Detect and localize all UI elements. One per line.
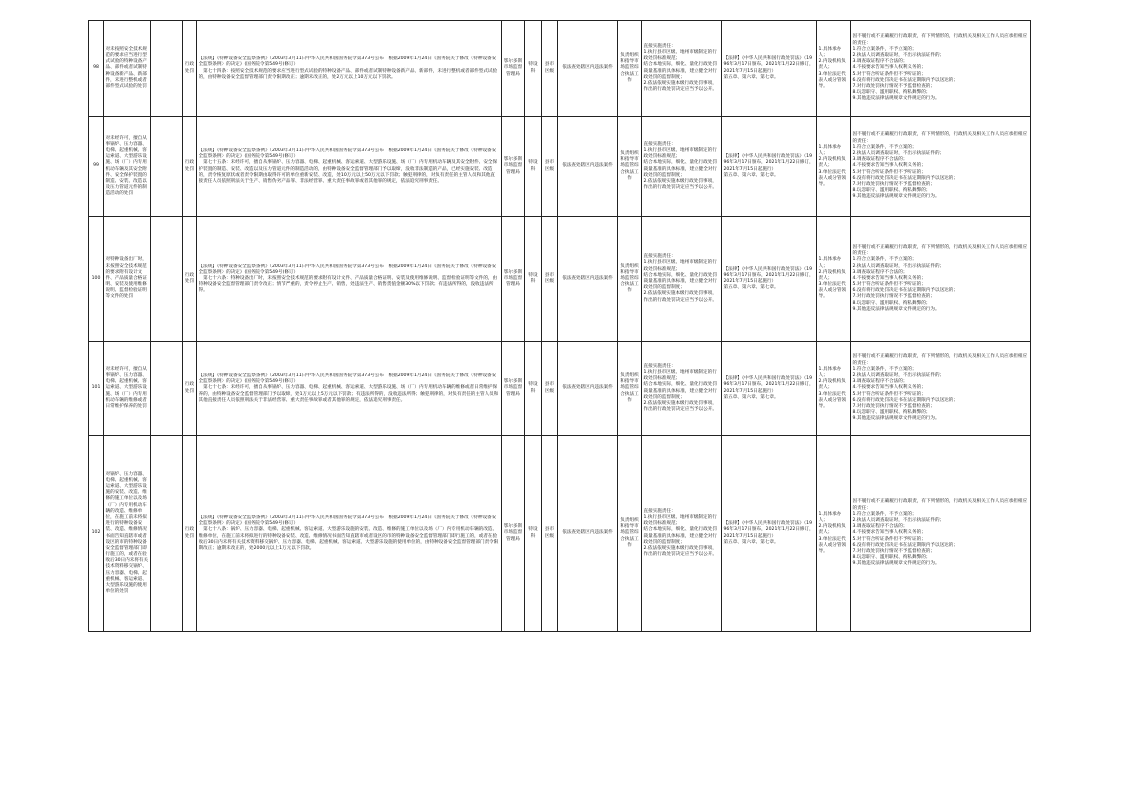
law-reference: 【法律】《中华人民共和国行政处罚法》（1996年3月17日颁布，2021年1月22日修订，2021年7月15日起施行） 第五章、第六章、第七章。	[722, 342, 817, 436]
responsibility: 直接实施责任： 1.执行县市区级、地州市级制定的行政处罚标准规范； 结合本地实际，细化、量化行政处罚裁量基准的具体标准，建立健全对行政处罚的监督制度； 2.依法依规实施本级行政处罚事项，作出的行政处罚决定应当予以公开。	[642, 436, 722, 632]
table-row	[89, 342, 1031, 436]
empty-cell	[151, 436, 183, 632]
accountability: 因不履行或不正确履行行政职责，有下列情形的，行政机关及相关工作人员应承担相应的责任： 1.符合立案条件，不予立案的； 2.执法人员调查取证时，不出示执法证件的； 3.调查取证程序不合法的； 4.不按要求告知当事人权利义务的； 5.对于符合听证条件但不予听证的； 6.没有将行政处罚决定书在法定期限内予以送达的； 7.对行政处罚执行情况不予监督检查的； 8.玩忽职守、滥用职权、徇私舞弊的； 9.其他违反法律法规规章文件规定的行为。	[851, 217, 1031, 342]
item-type: 行政处罚	[183, 217, 197, 342]
row-number: 101	[89, 342, 104, 436]
organizer: 负责组织和指导市场监管综合执法工作	[618, 342, 642, 436]
document-page	[88, 20, 1030, 632]
responsibility: 直接实施责任： 1.执行县市区级、地州市级制定的行政处罚标准规范； 结合本地实际，细化、量化行政处罚裁量基准的具体标准，建立健全对行政处罚的监督制度； 2.依法依规实施本级行政处罚事项，作出的行政处罚决定应当予以公开。	[642, 217, 722, 342]
item-type: 行政处罚	[183, 117, 197, 217]
department: 特设科	[525, 342, 542, 436]
duty-persons: 1.具体承办人； 2.内设机构负责人； 3.单位法定代表人或分管领导。	[817, 436, 851, 632]
accountability: 因不履行或不正确履行行政职责，有下列情形的，行政机关及相关工作人员应承担相应的责任： 1.符合立案条件，不予立案的； 2.执法人员调查取证时，不出示执法证件的； 3.调查取证程序不合法的； 4.不按要求告知当事人权利义务的； 5.对于符合听证条件但不予听证的； 6.没有将行政处罚决定书在法定期限内予以送达的； 7.对行政处罚执行情况不予监督检查的； 8.玩忽职守、滥用职权、徇私舞弊的； 9.其他违反法律法规规章文件规定的行为。	[851, 21, 1031, 117]
legal-basis	[197, 117, 502, 217]
accountability: 因不履行或不正确履行行政职责，有下列情形的，行政机关及相关工作人员应承担相应的责任： 1.符合立案条件，不予立案的； 2.执法人员调查取证时，不出示执法证件的； 3.调查取证程序不合法的； 4.不按要求告知当事人权利义务的； 5.对于符合听证条件但不予听证的； 6.没有将行政处罚决定书在法定期限内予以送达的； 7.对行政处罚执行情况不予监督检查的； 8.玩忽职守、滥用职权、徇私舞弊的； 9.其他违反法律法规规章文件规定的行为。	[851, 436, 1031, 632]
duty-scope: 依法查处辖区内违法案件	[558, 436, 618, 632]
implementing-subject: 鄂尔多斯市场监督管理局	[502, 117, 525, 217]
duty-persons: 1.具体承办人； 2.内设机构负责人； 3.单位法定代表人或分管领导。	[817, 21, 851, 117]
department: 特设科	[525, 117, 542, 217]
item-type: 行政处罚	[183, 342, 197, 436]
organizer: 负责组织和指导市场监管综合执法工作	[618, 117, 642, 217]
row-number: 98	[89, 21, 104, 117]
duty-scope: 依法查处辖区内违法案件	[558, 117, 618, 217]
item-name: 对特种设备出厂时，未按照安全技术规范的要求附有设计文件、产品质量合格证明、安装及使用维修说明、监督检验证明等文件的处罚	[104, 217, 151, 342]
legal-basis	[197, 342, 502, 436]
legal-basis-text: 【法规】《特种设备安全监察条例》（2003年3月11日中华人民共和国国务院令第373号公布 根据2009年1月24日《国务院关于修改〈特种设备安全监察条例〉的决定》(国务院令第549号)修订） 第七十八条：锅炉、压力容器、电梯、起重机械、客运索道、大型游乐设施的安装、改造、维修的施工单位以及场（厂）内专用机动车辆的改造、维修单位，在施工前未将拟进行的特种设备安装、改造、维修情况书面告知直辖市或者设区的市的特种设备安全监督管理部门即行施工的，或者在验收后30日内未将有关技术资料移交锅炉、压力容器、电梯、起重机械、客运索道、大型游乐设施的使用单位的，由特种设备安全监督管理部门责令限期改正；逾期未改正的，处2000元以上1万元以下罚款。	[198, 514, 499, 551]
empty-cell	[151, 342, 183, 436]
level: 县市区级	[542, 217, 558, 342]
row-number: 99	[89, 117, 104, 217]
responsibility: 直接实施责任： 1.执行县市区级、地州市级制定的行政处罚标准规范； 结合本地实际，细化、量化行政处罚裁量基准的具体标准，建立健全对行政处罚的监督制度； 2.依法依规实施本级行政处罚事项，作出的行政处罚决定应当予以公开。	[642, 117, 722, 217]
duty-persons: 1.具体承办人； 2.内设机构负责人； 3.单位法定代表人或分管领导。	[817, 342, 851, 436]
item-name: 对未按照安全技术规范的要求应当进行型式试验的特种设备产品、部件或者试制特种设备新产品、新部件，未进行整机或者部件型式试验的处罚	[104, 21, 151, 117]
department: 特设科	[525, 21, 542, 117]
law-reference: 【法律】《中华人民共和国行政处罚法》（1996年3月17日颁布，2021年1月22日修订，2021年7月15日起施行） 第五章、第六章、第七章。	[722, 21, 817, 117]
item-name: 对锅炉、压力容器、电梯、起重机械、客运索道、大型游乐设施的安装、改造、维修的施工单位以及场（厂）内专用机动车辆的改造、维修单位，在施工前未将拟进行的特种设备安装、改造、维修情况书面告知直辖市或者设区的市的特种设备安全监督管理部门即行施工的，或者在验收后30日内未将有关技术资料移交锅炉、压力容器、电梯、起重机械、客运索道、大型游乐设施的使用单位的处罚	[104, 436, 151, 632]
duty-persons: 1.具体承办人； 2.内设机构负责人； 3.单位法定代表人或分管领导。	[817, 217, 851, 342]
organizer: 负责组织和指导市场监管综合执法工作	[618, 436, 642, 632]
law-reference: 【法律】《中华人民共和国行政处罚法》（1996年3月17日颁布，2021年1月22日修订，2021年7月15日起施行） 第五章、第六章、第七章。	[722, 217, 817, 342]
level: 县市区级	[542, 117, 558, 217]
responsibility: 直接实施责任： 1.执行县市区级、地州市级制定的行政处罚标准规范； 结合本地实际，细化、量化行政处罚裁量基准的具体标准，建立健全对行政处罚的监督制度； 2.依法依规实施本级行政处罚事项，作出的行政处罚决定应当予以公开。	[642, 342, 722, 436]
legal-basis	[197, 217, 502, 342]
responsibility-table	[88, 20, 1031, 632]
row-number: 100	[89, 217, 104, 342]
empty-cell	[151, 117, 183, 217]
level: 县市区级	[542, 342, 558, 436]
level: 县市区级	[542, 436, 558, 632]
legal-basis-text: 【法规】《特种设备安全监察条例》（2003年3月11日中华人民共和国国务院令第373号公布 根据2009年1月24日《国务院关于修改〈特种设备安全监察条例〉的决定》(国务院令第549号)修订） 第七十四条：按照安全技术规范的要求应当进行型式试验的特种设备产品、部件或者试制特种设备新产品、新部件，未进行整机或者部件型式试验的，由特种设备安全监督管理部门责令限期改正；逾期未改正的，处2万元以上10万元以下罚款。	[198, 56, 498, 80]
responsibility: 直接实施责任： 1.执行县市区级、地州市级制定的行政处罚标准规范； 结合本地实际，细化、量化行政处罚裁量基准的具体标准，建立健全对行政处罚的监督制度； 2.依法依规实施本级行政处罚事项，作出的行政处罚决定应当予以公开。	[642, 21, 722, 117]
item-type: 行政处罚	[183, 21, 197, 117]
legal-basis	[197, 21, 502, 117]
table-row	[89, 436, 1031, 632]
law-reference: 【法律】《中华人民共和国行政处罚法》（1996年3月17日颁布，2021年1月22日修订，2021年7月15日起施行） 第五章、第六章、第七章。	[722, 436, 817, 632]
accountability: 因不履行或不正确履行行政职责，有下列情形的，行政机关及相关工作人员应承担相应的责任： 1.符合立案条件，不予立案的； 2.执法人员调查取证时，不出示执法证件的； 3.调查取证程序不合法的； 4.不按要求告知当事人权利义务的； 5.对于符合听证条件但不予听证的； 6.没有将行政处罚决定书在法定期限内予以送达的； 7.对行政处罚执行情况不予监督检查的； 8.玩忽职守、滥用职权、徇私舞弊的； 9.其他违反法律法规规章文件规定的行为。	[851, 342, 1031, 436]
duty-scope: 依法查处辖区内违法案件	[558, 217, 618, 342]
legal-basis-text: 【法规】《特种设备安全监察条例》（2003年3月11日中华人民共和国国务院令第373号公布 根据2009年1月24日《国务院关于修改〈特种设备安全监察条例〉的决定》(国务院令第549号)修订） 第七十六条：特种设备出厂时，未按照安全技术规范的要求附有设计文件、产品质量合格证明、安装及使用维修说明、监督检验证明等文件的，由特种设备安全监督管理部门责令改正；情节严重的，责令停止生产、销售，处违法生产、销售货值金额30%以下罚款；有违法所得的，没收违法所得。	[198, 263, 498, 294]
table-row	[89, 21, 1031, 117]
level: 县市区级	[542, 21, 558, 117]
implementing-subject: 鄂尔多斯市场监督管理局	[502, 436, 525, 632]
implementing-subject: 鄂尔多斯市场监督管理局	[502, 342, 525, 436]
duty-scope: 依法查处辖区内违法案件	[558, 342, 618, 436]
organizer: 负责组织和指导市场监管综合执法工作	[618, 21, 642, 117]
duty-scope: 依法查处辖区内违法案件	[558, 21, 618, 117]
department: 特设科	[525, 436, 542, 632]
item-name: 对未经许可，擅自从事锅炉、压力容器、电梯、起重机械、客运索道、大型游乐设施、场（厂）内专用机动车辆的维修或者日常维护保养的处罚	[104, 342, 151, 436]
duty-persons: 1.具体承办人； 2.内设机构负责人； 3.单位法定代表人或分管领导。	[817, 117, 851, 217]
item-type: 行政处罚	[183, 436, 197, 632]
department: 特设科	[525, 217, 542, 342]
implementing-subject: 鄂尔多斯市场监督管理局	[502, 217, 525, 342]
law-reference: 【法律】《中华人民共和国行政处罚法》（1996年3月17日颁布，2021年1月22日修订，2021年7月15日起施行） 第五章、第六章、第七章。	[722, 117, 817, 217]
implementing-subject: 鄂尔多斯市场监督管理局	[502, 21, 525, 117]
empty-cell	[151, 21, 183, 117]
empty-cell	[151, 217, 183, 342]
legal-basis	[197, 436, 502, 632]
organizer: 负责组织和指导市场监管综合执法工作	[618, 217, 642, 342]
table-row	[89, 117, 1031, 217]
legal-basis-text: 【法规】《特种设备安全监察条例》（2003年3月11日中华人民共和国国务院令第373号公布 根据2009年1月24日《国务院关于修改〈特种设备安全监察条例〉的决定》(国务院令第549号)修订） 第七十五条：未经许可，擅自从事锅炉、压力容器、电梯、起重机械、客运索道、大型游乐设施、场（厂）内专用机动车辆及其安全附件、安全保护装置的制造、安装、改造以及压力管道元件的制造活动的，由特种设备安全监督管理部门予以取缔，没收非法制造的产品，已经实施安装、改造的，责令恢复原状或者责令限期由取得许可的单位重新安装、改造，处10万元以上50万元以下罚款；触犯刑律的，对负有责任的主管人员和其他直接责任人员依照刑法关于生产、销售伪劣产品罪、非法经营罪、重大责任事故罪或者其他罪的规定，依法追究刑事责任。	[198, 147, 498, 184]
row-number: 102	[89, 436, 104, 632]
accountability: 因不履行或不正确履行行政职责，有下列情形的，行政机关及相关工作人员应承担相应的责任： 1.符合立案条件，不予立案的； 2.执法人员调查取证时，不出示执法证件的； 3.调查取证程序不合法的； 4.不按要求告知当事人权利义务的； 5.对于符合听证条件但不予听证的； 6.没有将行政处罚决定书在法定期限内予以送达的； 7.对行政处罚执行情况不予监督检查的； 8.玩忽职守、滥用职权、徇私舞弊的； 9.其他违反法律法规规章文件规定的行为。	[851, 117, 1031, 217]
table-row	[89, 217, 1031, 342]
legal-basis-text: 【法规】《特种设备安全监察条例》（2003年3月11日中华人民共和国国务院令第373号公布 根据2009年1月24日《国务院关于修改〈特种设备安全监察条例〉的决定》(国务院令第549号)修订） 第七十七条：未经许可，擅自从事锅炉、压力容器、电梯、起重机械、客运索道、大型游乐设施、场（厂）内专用机动车辆的维修或者日常维护保养的，由特种设备安全监督管理部门予以取缔，处1万元以上5万元以下罚款；有违法所得的，没收违法所得；触犯刑律的，对负有责任的主管人员和其他直接责任人员依照刑法关于非法经营罪、重大责任事故罪或者其他罪的规定，依法追究刑事责任。	[198, 373, 499, 403]
item-name: 对未经许可，擅自从事锅炉、压力容器、电梯、起重机械、客运索道、大型游乐设施、场（厂）内专用机动车辆及其安全附件、安全保护装置的制造、安装、改造以及压力管道元件的制造活动的处罚	[104, 117, 151, 217]
